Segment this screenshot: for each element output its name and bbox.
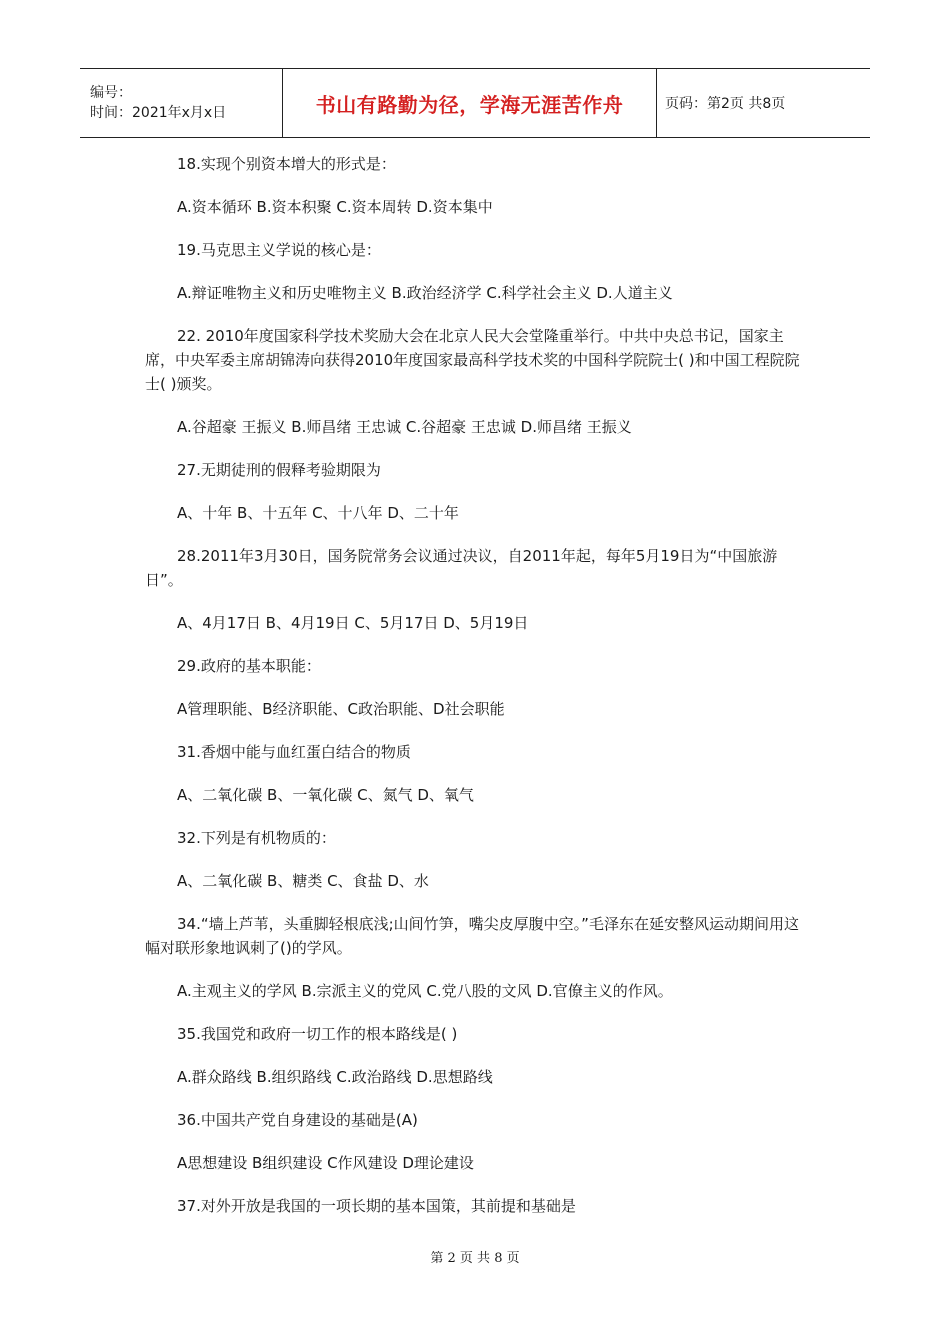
question-paragraph: 36.中国共产党自身建设的基础是(A) bbox=[177, 1111, 418, 1129]
question-paragraph: 22. 2010年度国家科学技术奖励大会在北京人民大会堂隆重举行。中共中央总书记，国家主席，中央军委主席胡锦涛向获得2010年度国家最高科学技术奖的中国科学院院士( )和中国工程院院士( )颁奖。 bbox=[145, 327, 800, 393]
page-header bbox=[80, 68, 870, 138]
header-motto: 书山有路勤为径，学海无涯苦作舟 bbox=[315, 92, 624, 117]
options-paragraph: A、十年 B、十五年 C、十八年 D、二十年 bbox=[177, 504, 459, 522]
header-page-cell bbox=[657, 69, 870, 137]
options-paragraph: A.群众路线 B.组织路线 C.政治路线 D.思想路线 bbox=[177, 1068, 493, 1086]
question-paragraph: 19.马克思主义学说的核心是： bbox=[177, 241, 381, 259]
options-paragraph: A、二氧化碳 B、一氧化碳 C、氮气 D、氧气 bbox=[177, 786, 474, 804]
question-paragraph: 32.下列是有机物质的： bbox=[177, 829, 336, 847]
question-paragraph: 35.我国党和政府一切工作的根本路线是( ) bbox=[177, 1025, 458, 1043]
question-paragraph: 34.“墙上芦苇，头重脚轻根底浅;山间竹笋，嘴尖皮厚腹中空。”毛泽东在延安整风运动期间用这幅对联形象地讽刺了()的学风。 bbox=[145, 915, 799, 957]
header-page-label: 页码：第2页 共8页 bbox=[665, 96, 786, 112]
question-paragraph: 27.无期徒刑的假释考验期限为 bbox=[177, 461, 381, 479]
page-footer bbox=[0, 1247, 950, 1266]
document-body bbox=[145, 152, 805, 1237]
header-motto-cell bbox=[282, 69, 657, 137]
options-paragraph: A、4月17日 B、4月19日 C、5月17日 D、5月19日 bbox=[177, 614, 529, 632]
footer-page-number: 第 2 页 共 8 页 bbox=[430, 1251, 520, 1266]
header-meta bbox=[80, 69, 282, 137]
document-date-label: 时间：2021年x月x日 bbox=[90, 105, 227, 121]
options-paragraph: A、二氧化碳 B、糖类 C、食盐 D、水 bbox=[177, 872, 429, 890]
options-paragraph: A.主观主义的学风 B.宗派主义的党风 C.党八股的文风 D.官僚主义的作风。 bbox=[177, 982, 673, 1000]
options-paragraph: A思想建设 B组织建设 C作风建设 D理论建设 bbox=[177, 1154, 474, 1172]
options-paragraph: A管理职能、B经济职能、C政治职能、D社会职能 bbox=[177, 700, 505, 718]
question-paragraph: 37.对外开放是我国的一项长期的基本国策，其前提和基础是 bbox=[177, 1197, 576, 1215]
options-paragraph: A.资本循环 B.资本积聚 C.资本周转 D.资本集中 bbox=[177, 198, 493, 216]
question-paragraph: 29.政府的基本职能： bbox=[177, 657, 321, 675]
question-paragraph: 28.2011年3月30日，国务院常务会议通过决议，自2011年起，每年5月19日为“中国旅游日”。 bbox=[145, 547, 778, 589]
options-paragraph: A.辩证唯物主义和历史唯物主义 B.政治经济学 C.科学社会主义 D.人道主义 bbox=[177, 284, 673, 302]
question-paragraph: 31.香烟中能与血红蛋白结合的物质 bbox=[177, 743, 411, 761]
options-paragraph: A.谷超豪 王振义 B.师昌绪 王忠诚 C.谷超豪 王忠诚 D.师昌绪 王振义 bbox=[177, 418, 632, 436]
question-paragraph: 18.实现个别资本增大的形式是： bbox=[177, 155, 396, 173]
document-number-label: 编号： bbox=[90, 85, 132, 101]
